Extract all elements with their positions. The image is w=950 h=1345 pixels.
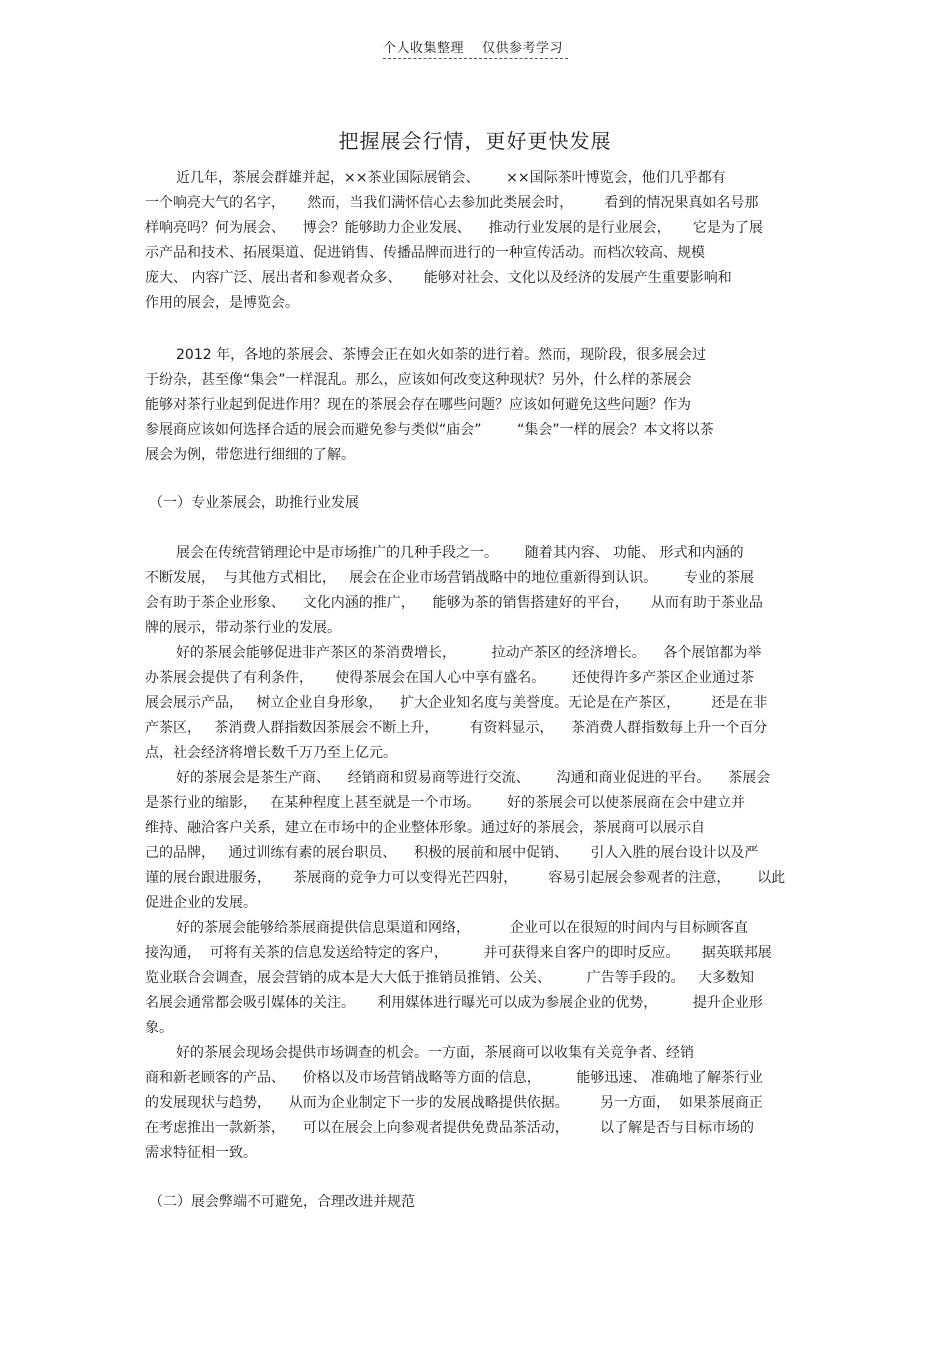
text-line: 好的茶展会是茶生产商、 经销商和贸易商等进行交流、 沟通和商业促进的平台。 茶展会 bbox=[176, 770, 771, 786]
text-line: 的发展现状与趋势， 从而为企业制定下一步的发展战略提供依据。 另一方面， 如果茶展商正 bbox=[145, 1095, 763, 1111]
text-line: 览业联合会调查，展会营销的成本是大大低于推销员推销、公关、 广告等手段的。 大多数知 bbox=[145, 970, 754, 986]
text-line: 好的茶展会能够给茶展商提供信息渠道和网络， 企业可以在很短的时间内与目标顾客直 bbox=[176, 920, 749, 936]
text-line: 己的品牌， 通过训练有素的展台职员、 积极的展前和展中促销、 引人入胜的展台设计以及严 bbox=[145, 845, 759, 861]
text-line: 展会为例，带您进行细细的了解。 bbox=[145, 447, 355, 463]
text-line: 一个响亮大气的名字， 然而，当我们满怀信心去参加此类展会时， 看到的情况果真如名号那 bbox=[145, 195, 759, 211]
header-left-text: 个人收集整理 bbox=[383, 41, 465, 56]
text-line: 是茶行业的缩影， 在某种程度上甚至就是一个市场。 好的茶展会可以使茶展商在会中建立并 bbox=[145, 795, 746, 811]
document-title: 把握展会行情，更好更快发展 bbox=[338, 129, 612, 153]
text-line: 牌的展示，带动茶行业的发展。 bbox=[145, 620, 341, 636]
text-line: 促进企业的发展。 bbox=[145, 895, 257, 911]
text-line: 参展商应该如何选择合适的展会而避免参与类似“庙会” “集会”一样的展会？本文将以茶 bbox=[145, 422, 714, 438]
text-line: 近几年，茶展会群雄并起，××茶业国际展销会、 ××国际茶叶博览会，他们几乎都有 bbox=[176, 170, 726, 186]
page-header bbox=[383, 40, 568, 59]
text-line: 接沟通， 可将有关茶的信息发送给特定的客户， 并可获得来自客户的即时反应。 据英联邦展 bbox=[145, 945, 772, 961]
text-line: 能够对茶行业起到促进作用？现在的茶展会存在哪些问题？应该如何避免这些问题？作为 bbox=[145, 397, 691, 413]
text-line: 维持、融洽客户关系，建立在市场中的企业整体形象。通过好的茶展会，茶展商可以展示自 bbox=[145, 820, 705, 836]
text-line: 点，社会经济将增长数千万乃至上亿元。 bbox=[145, 745, 397, 761]
header-right-text: 仅供参考学习 bbox=[482, 41, 564, 56]
text-line: 好的茶展会能够促进非产茶区的茶消费增长， 拉动产茶区的经济增长。 各个展馆都为举 bbox=[176, 645, 762, 661]
section-heading: （一）专业茶展会，助推行业发展 bbox=[149, 495, 359, 511]
text-line: 2012 年，各地的茶展会、茶博会正在如火如荼的进行着。然而，现阶段，很多展会过 bbox=[176, 347, 707, 363]
text-line: 名展会通常都会吸引媒体的关注。 利用媒体进行曝光可以成为参展企业的优势， 提升企业形 bbox=[145, 995, 763, 1011]
text-line: 展会展示产品， 树立企业自身形象， 扩大企业知名度与美誉度。无论是在产茶区， 还是在非 bbox=[145, 695, 768, 711]
text-line: 产茶区， 茶消费人群指数因茶展会不断上升， 有资料显示， 茶消费人群指数每上升一个百分 bbox=[145, 720, 768, 736]
text-line: 谨的展台跟进服务， 茶展商的竞争力可以变得光芒四射， 容易引起展会参观者的注意， 以此 bbox=[145, 870, 786, 886]
text-line: 样响亮吗？何为展会、 博会？能够助力企业发展、 推动行业发展的是行业展会， 它是为了展 bbox=[145, 220, 763, 236]
text-line: 示产品和技术、拓展渠道、促进销售、传播品牌而进行的一种宣传活动。而档次较高、规模 bbox=[145, 245, 705, 261]
text-line: 好的茶展会现场会提供市场调查的机会。一方面，茶展商可以收集有关竞争者、经销 bbox=[176, 1045, 694, 1061]
text-line: 商和新老顾客的产品、 价格以及市场营销战略等方面的信息， 能够迅速、 准确地了解茶行业 bbox=[145, 1070, 763, 1086]
text-line: 会有助于茶企业形象、 文化内涵的推广， 能够为茶的销售搭建好的平台， 从而有助于茶业品 bbox=[145, 595, 763, 611]
text-line: 需求特征相一致。 bbox=[145, 1145, 257, 1161]
text-line: 在考虑推出一款新茶， 可以在展会上向参观者提供免费品茶活动， 以了解是否与目标市场的 bbox=[145, 1120, 754, 1136]
section-heading: （二）展会弊端不可避免，合理改进并规范 bbox=[149, 1194, 415, 1210]
text-line: 办茶展会提供了有利条件， 使得茶展会在国人心中享有盛名。 还使得许多产茶区企业通过茶 bbox=[145, 670, 754, 686]
text-line: 于纷杂，甚至像“集会”一样混乱。那么，应该如何改变这种现状？另外，什么样的茶展会 bbox=[145, 372, 692, 388]
text-line: 不断发展， 与其他方式相比， 展会在企业市场营销战略中的地位重新得到认识。 专业的茶展 bbox=[145, 570, 754, 586]
text-line: 庞大、 内容广泛、展出者和参观者众多、 能够对社会、文化以及经济的发展产生重要影响和 bbox=[145, 270, 732, 286]
text-line: 象。 bbox=[145, 1020, 173, 1036]
text-line: 作用的展会，是博览会。 bbox=[145, 295, 299, 311]
text-line: 展会在传统营销理论中是市场推广的几种手段之一。 随着其内容、 功能、 形式和内涵的 bbox=[176, 545, 744, 561]
